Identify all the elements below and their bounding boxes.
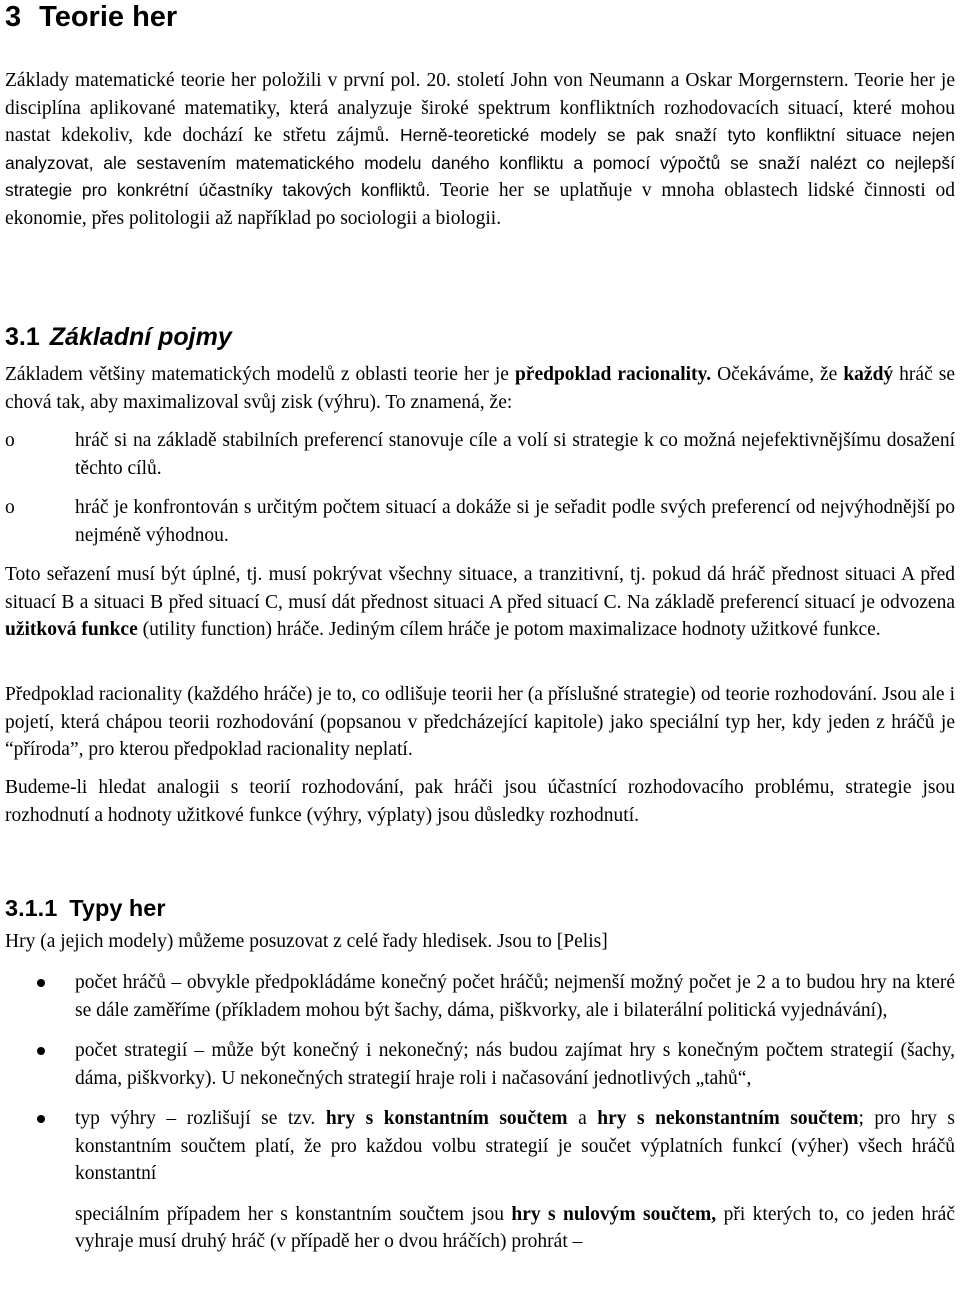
pojmy-text-1c: hráč se chová tak, aby maximalizoval svůj zisk (výhru). To znamená, že: [5, 364, 955, 413]
intro-paragraph [5, 67, 955, 232]
bullet-icon [37, 1047, 45, 1055]
list-item-text: počet strategií – může být konečný i nekonečný; nás budou zajímat hry s konečným počtem strategií (šachy, dáma, piškvorky). U nekonečných strategií hraje roli i načasování jednotlivých „tahů“, [75, 1040, 955, 1089]
list-item [5, 969, 955, 1024]
section-title: Základní pojmy [49, 323, 232, 351]
typy-intro: Hry (a jejich modely) můžeme posuzovat z celé řady hledisek. Jsou to [Pelis] [5, 931, 608, 952]
section-heading [5, 322, 232, 352]
circle-bullet-icon: o [5, 430, 15, 451]
pojmy-text-1b: Očekáváme, že [711, 364, 844, 385]
assumption-list [5, 427, 955, 549]
circle-bullet-icon: o [5, 497, 15, 518]
subsection-number: 3.1.1 [5, 895, 58, 921]
pojmy-paragraph-2 [5, 561, 955, 644]
continuation-text-b: při kterých to, co jeden hráč vyhraje musí druhý hráč (v případě her o dvou hráčích) prohrát – [75, 1203, 955, 1252]
list-item-text-b: a [567, 1108, 598, 1129]
list-item [5, 1105, 955, 1188]
pojmy-bold-2: každý [843, 364, 894, 385]
section-number: 3.1 [5, 323, 40, 351]
list-item-continuation [5, 1201, 955, 1256]
intro-text-3: Teorie her se uplatňuje v mnoha oblastech lidské činnosti od ekonomie, přes politologii až například po sociologii a biologii. [5, 180, 956, 229]
pojmy-paragraph-1 [5, 361, 955, 416]
bullet-icon [37, 1115, 45, 1123]
intro-text-1: Základy matematické teorie her položili v první pol. 20. století John von Neumann a Oskar Morgernstern. Teorie her je disciplína aplikované matematiky, která analyzuje široké spektrum konfliktních rozhodovacích situací, které mohou nastat kdekoliv, kde dochází ke střetu zájmů. [5, 70, 955, 146]
game-types-list [5, 969, 955, 1256]
intro-text-2: Herně-teoretické modely se pak snaží tyto konfliktní situace nejen analyzovat, ale sestavením matematického modelu daného konfliktu a pomocí výpočtů se snaží nalézt co nejlepší strategie pro konkrétní účastníky takových konfliktů. [5, 125, 956, 200]
continuation-text-a: speciálním případem her s konstantním součtem jsou [75, 1203, 512, 1225]
subsection-title: Typy her [69, 895, 166, 921]
chapter-title: Teorie her [39, 1, 178, 33]
list-item-text: hráč si na základě stabilních preferencí stanovuje cíle a volí si strategie k co možná nejefektivnějšímu dosažení těchto cílů. [75, 430, 955, 479]
constant-sum-term: hry s konstantním součtem [325, 1108, 568, 1129]
subsection-heading [5, 894, 165, 922]
bullet-icon [37, 979, 45, 987]
list-item [5, 427, 955, 482]
pojmy-text-2a: Toto seřazení musí být úplné, tj. musí pokrývat všechny situace, a tranzitivní, tj. pokud dá hráč přednost situaci A před situací B a situaci B před situací C, musí dát přednost situaci A před situací C. Na základě preferencí situací je odvozena [5, 564, 955, 613]
pojmy-text-2b: (utility function) hráče. Jediným cílem hráče je potom maximalizace hodnoty užitkové funkce. [137, 619, 881, 640]
list-item [5, 1037, 955, 1092]
utility-function-term: užitková funkce [5, 619, 138, 640]
pojmy-paragraph-3: Předpoklad racionality (každého hráče) je to, co odlišuje teorii her (a příslušné strategie) od teorie rozhodování. Jsou ale i pojetí, která chápou teorii rozhodování (popsanou v předcházející kapitole) jako speciální typ her, kdy jeden z hráčů je “příroda”, pro kterou předpoklad racionality neplatí. [5, 684, 955, 760]
list-item-text: počet hráčů – obvykle předpokládáme konečný počet hráčů; nejmenší možný počet je 2 a to budou hry na které se dále zaměříme (příkladem mohou být šachy, dáma, piškvorky, ale i bilaterální politická vyjednávání), [75, 972, 955, 1021]
zero-sum-term: hry s nulovým součtem, [511, 1203, 717, 1225]
pojmy-bold-1: předpoklad racionality. [514, 364, 712, 385]
chapter-number: 3 [5, 1, 22, 33]
chapter-heading [5, 0, 177, 34]
pojmy-paragraph-4: Budeme-li hledat analogii s teorií rozhodování, pak hráči jsou účastnící rozhodovacího problému, strategie jsou rozhodnutí a hodnoty užitkové funkce (výhry, výplaty) jsou důsledky rozhodnutí. [5, 777, 955, 826]
list-item-text-a: typ výhry – rozlišují se tzv. [75, 1108, 326, 1129]
pojmy-text-1a: Základem většiny matematických modelů z oblasti teorie her je [5, 364, 515, 385]
list-item-text: hráč je konfrontován s určitým počtem situací a dokáže si je seřadit podle svých preferencí od nejvýhodnější po nejméně výhodnou. [75, 497, 955, 546]
list-item-text-c: ; pro hry s konstantním součtem platí, že pro každou volbu strategií je součet výplatních funkcí (výher) všech hráčů konstantní [75, 1108, 956, 1184]
nonconstant-sum-term: hry s nekonstantním součtem [597, 1108, 859, 1129]
list-item [5, 494, 955, 549]
